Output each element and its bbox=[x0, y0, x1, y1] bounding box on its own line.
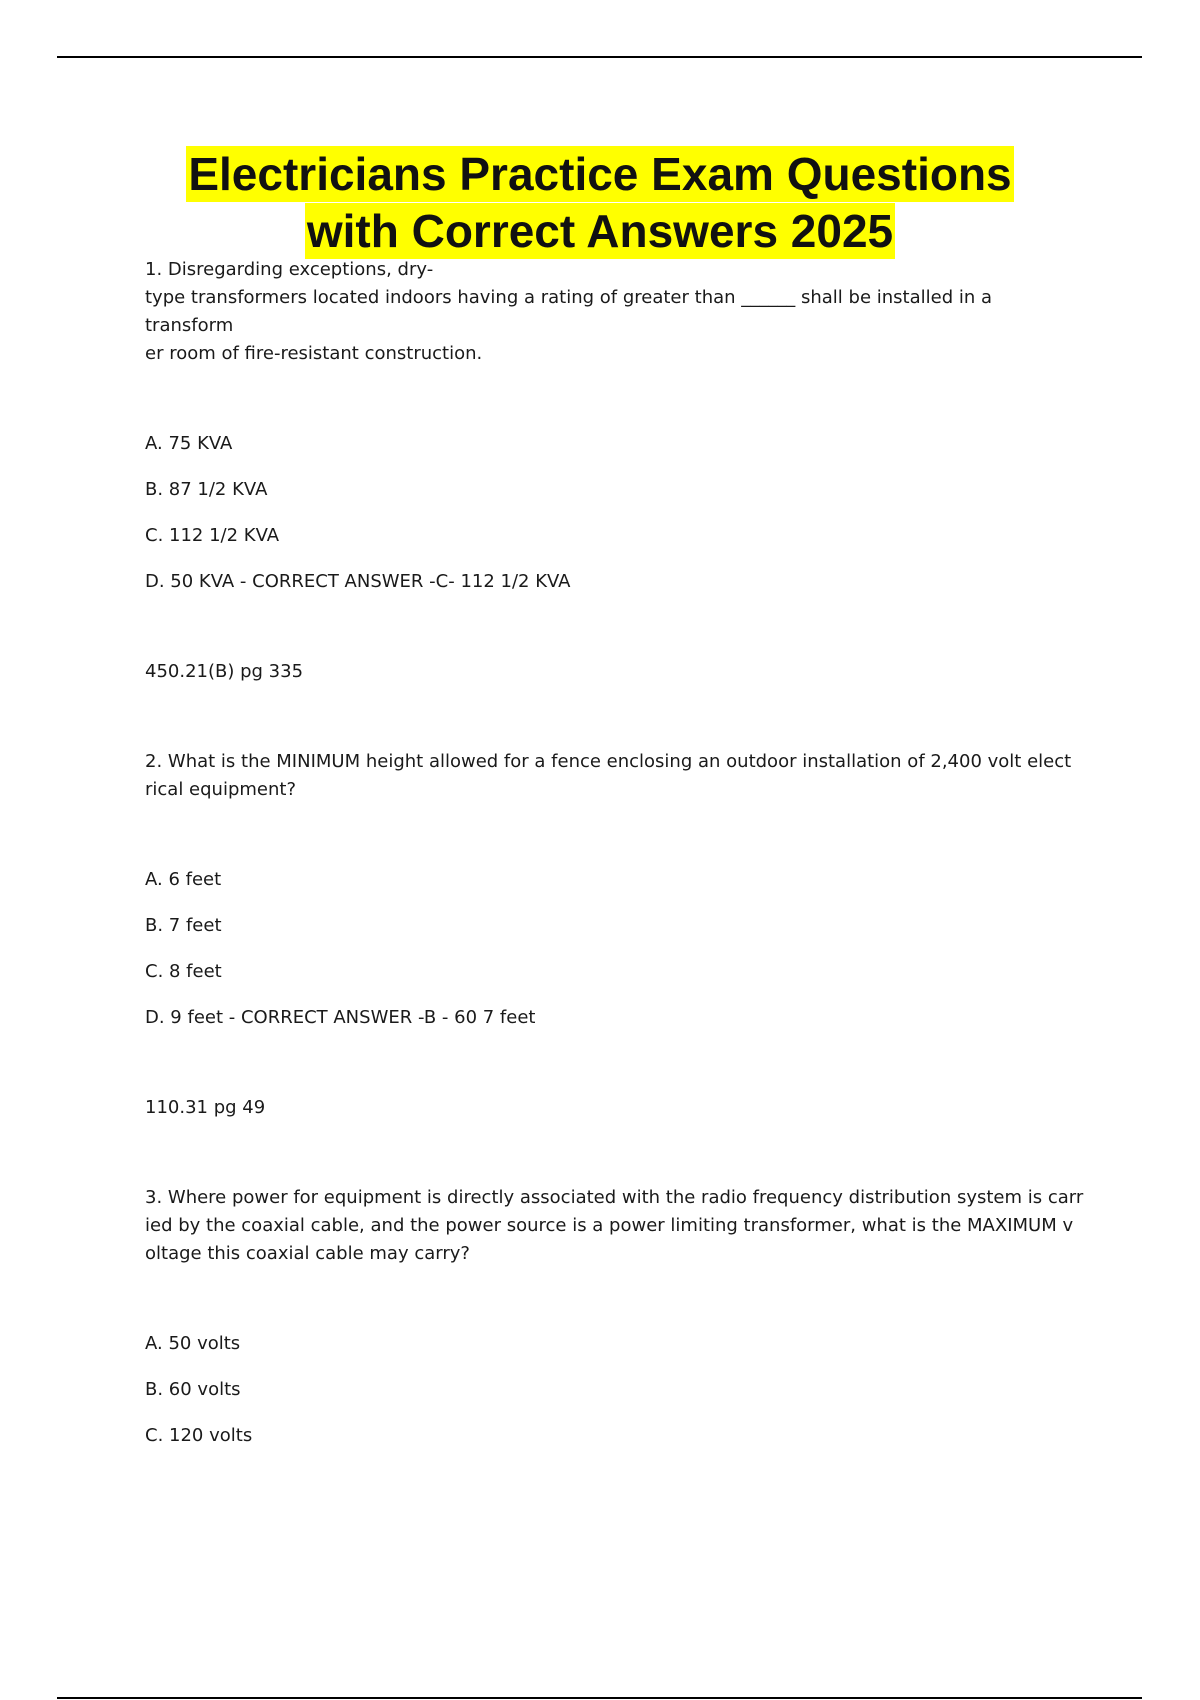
question-2-option-d: D. 9 feet - CORRECT ANSWER -B - 60 7 feet bbox=[145, 1007, 536, 1028]
question-2 bbox=[145, 748, 1085, 1184]
document-title bbox=[0, 146, 1200, 260]
question-1-option-d: D. 50 KVA - CORRECT ANSWER -C- 112 1/2 KVA bbox=[145, 571, 571, 592]
footer-rule bbox=[57, 1697, 1142, 1699]
question-2-line-2: rical equipment? bbox=[145, 779, 297, 800]
question-1-line-1: 1. Disregarding exceptions, dry- bbox=[145, 259, 434, 280]
question-2-option-a: A. 6 feet bbox=[145, 869, 222, 890]
question-2-option-c: C. 8 feet bbox=[145, 961, 222, 982]
question-3-option-a: A. 50 volts bbox=[145, 1333, 241, 1354]
question-1-option-a: A. 75 KVA bbox=[145, 433, 233, 454]
question-1-option-b: B. 87 1/2 KVA bbox=[145, 479, 268, 500]
question-2-line-1: 2. What is the MINIMUM height allowed for a fence enclosing an outdoor installation of 2,400 volt elect bbox=[145, 751, 1072, 772]
question-2-option-b: B. 7 feet bbox=[145, 915, 222, 936]
question-3-line-1: 3. Where power for equipment is directly associated with the radio frequency distribution system is carr bbox=[145, 1187, 1084, 1208]
question-1 bbox=[145, 256, 1085, 748]
question-1-option-c: C. 112 1/2 KVA bbox=[145, 525, 280, 546]
question-1-line-3: er room of fire-resistant construction. bbox=[145, 343, 483, 364]
question-3 bbox=[145, 1184, 1085, 1450]
question-1-reference: 450.21(B) pg 335 bbox=[145, 661, 304, 682]
document-body bbox=[145, 256, 1085, 1450]
title-line-2: with Correct Answers 2025 bbox=[306, 205, 894, 257]
question-3-line-2: ied by the coaxial cable, and the power source is a power limiting transformer, what is the MAXIMUM v bbox=[145, 1215, 1074, 1236]
header-rule bbox=[57, 56, 1142, 58]
question-1-line-2: type transformers located indoors having a rating of greater than ______ shall be installed in a transform bbox=[145, 287, 998, 336]
question-3-option-c: C. 120 volts bbox=[145, 1425, 253, 1446]
question-3-line-3: oltage this coaxial cable may carry? bbox=[145, 1243, 470, 1264]
question-3-option-b: B. 60 volts bbox=[145, 1379, 241, 1400]
title-line-1: Electricians Practice Exam Questions bbox=[188, 148, 1012, 200]
question-2-reference: 110.31 pg 49 bbox=[145, 1097, 266, 1118]
